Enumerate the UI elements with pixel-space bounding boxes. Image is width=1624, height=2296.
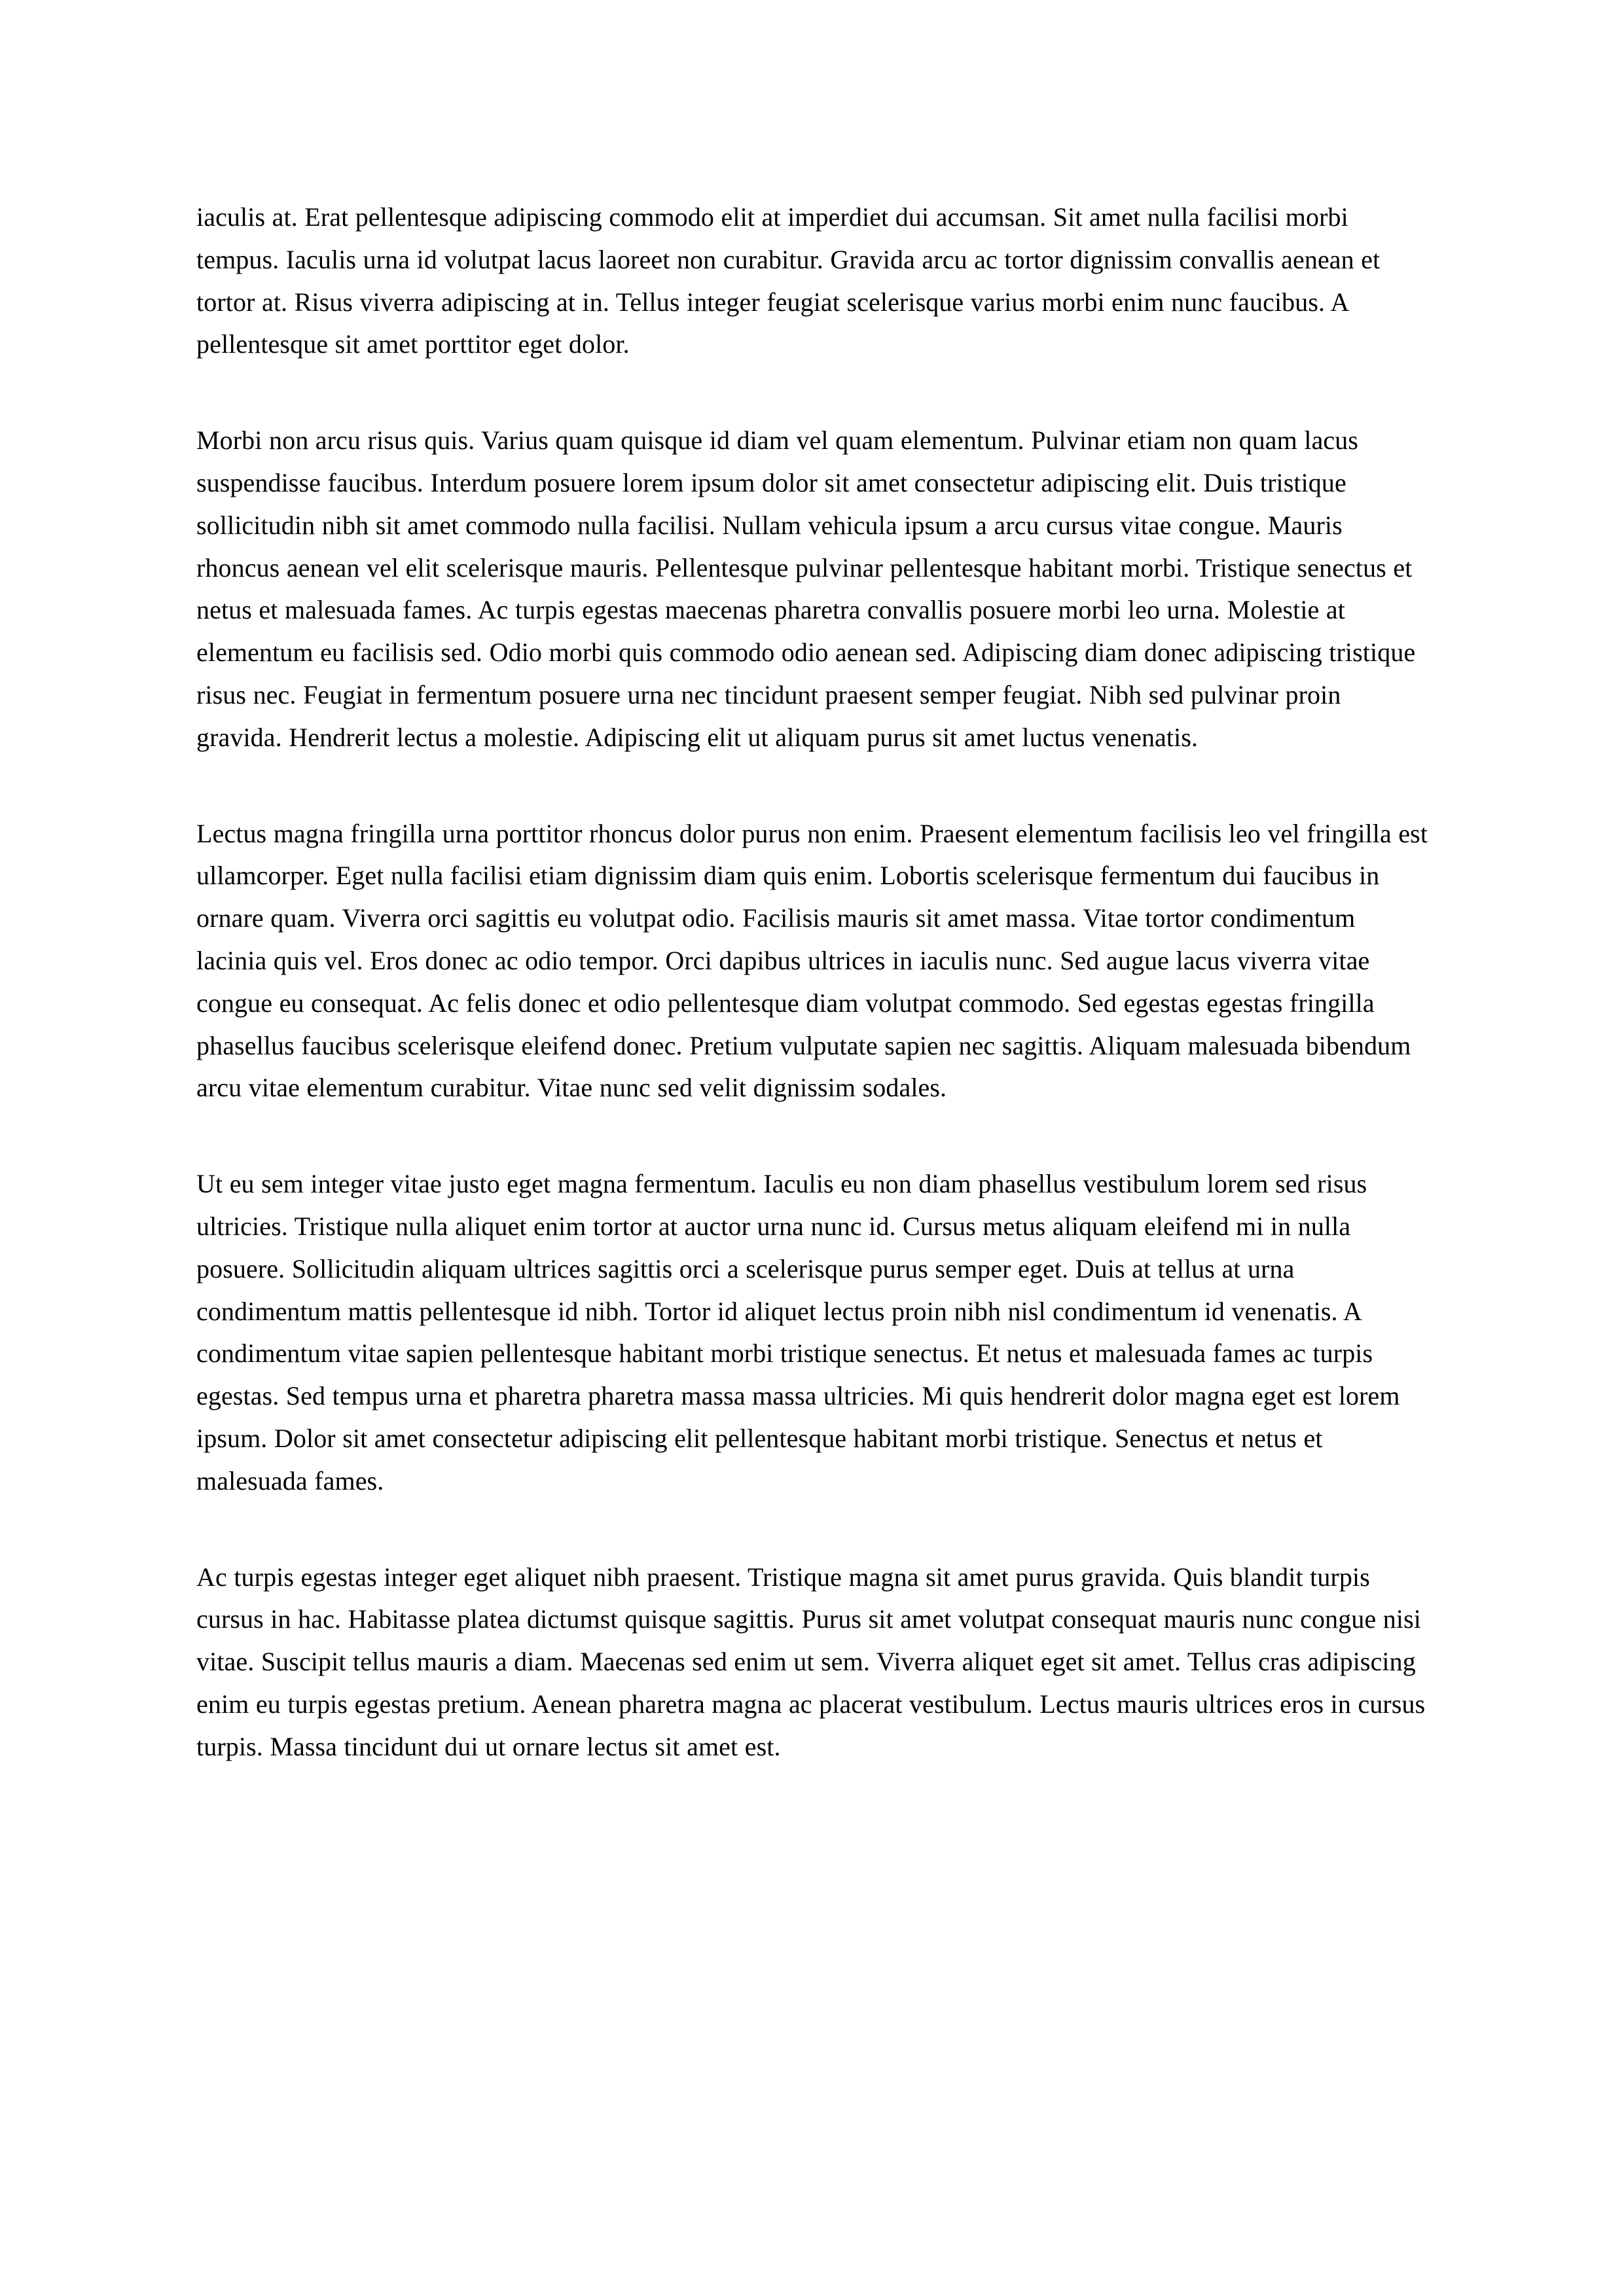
paragraph: Lectus magna fringilla urna porttitor rhoncus dolor purus non enim. Praesent elementum facilisis leo vel fringilla est ullamcorper. Eget nulla facilisi etiam dignissim diam quis enim. Lobortis scelerisque fermentum dui faucibus in ornare quam. Viverra orci sagittis eu volutpat odio. Facilisis mauris sit amet massa. Vitae tortor condimentum lacinia quis vel. Eros donec ac odio tempor. Orci dapibus ultrices in iaculis nunc. Sed augue lacus viverra vitae congue eu consequat. Ac felis donec et odio pellentesque diam volutpat commodo. Sed egestas egestas fringilla phasellus faucibus scelerisque eleifend donec. Pretium vulputate sapien nec sagittis. Aliquam malesuada bibendum arcu vitae elementum curabitur. Vitae nunc sed velit dignissim sodales. bbox=[196, 818, 1428, 1103]
paragraph: Morbi non arcu risus quis. Varius quam quisque id diam vel quam elementum. Pulvinar etiam non quam lacus suspendisse faucibus. Interdum posuere lorem ipsum dolor sit amet consectetur adipiscing elit. Duis tristique sollicitudin nibh sit amet commodo nulla facilisi. Nullam vehicula ipsum a arcu cursus vitae congue. Mauris rhoncus aenean vel elit scelerisque mauris. Pellentesque pulvinar pellentesque habitant morbi. Tristique senectus et netus et malesuada fames. Ac turpis egestas maecenas pharetra convallis posuere morbi leo urna. Molestie at elementum eu facilisis sed. Odio morbi quis commodo odio aenean sed. Adipiscing diam donec adipiscing tristique risus nec. Feugiat in fermentum posuere urna nec tincidunt praesent semper feugiat. Nibh sed pulvinar proin gravida. Hendrerit lectus a molestie. Adipiscing elit ut aliquam purus sit amet luctus venenatis. bbox=[196, 425, 1416, 752]
paragraph: Ut eu sem integer vitae justo eget magna fermentum. Iaculis eu non diam phasellus vestibulum lorem sed risus ultricies. Tristique nulla aliquet enim tortor at auctor urna nunc id. Cursus metus aliquam eleifend mi in nulla posuere. Sollicitudin aliquam ultrices sagittis orci a scelerisque purus semper eget. Duis at tellus at urna condimentum mattis pellentesque id nibh. Tortor id aliquet lectus proin nibh nisl condimentum id venenatis. A condimentum vitae sapien pellentesque habitant morbi tristique senectus. Et netus et malesuada fames ac turpis egestas. Sed tempus urna et pharetra pharetra massa massa ultricies. Mi quis hendrerit dolor magna eget est lorem ipsum. Dolor sit amet consectetur adipiscing elit pellentesque habitant morbi tristique. Senectus et netus et malesuada fames. bbox=[196, 1169, 1400, 1496]
paragraph: Ac turpis egestas integer eget aliquet nibh praesent. Tristique magna sit amet purus gravida. Quis blandit turpis cursus in hac. Habitasse platea dictumst quisque sagittis. Purus sit amet volutpat consequat mauris nunc congue nisi vitae. Suscipit tellus mauris a diam. Maecenas sed enim ut sem. Viverra aliquet eget sit amet. Tellus cras adipiscing enim eu turpis egestas pretium. Aenean pharetra magna ac placerat vestibulum. Lectus mauris ultrices eros in cursus turpis. Massa tincidunt dui ut ornare lectus sit amet est. bbox=[196, 1562, 1426, 1761]
paragraph: iaculis at. Erat pellentesque adipiscing commodo elit at imperdiet dui accumsan. Sit amet nulla facilisi morbi tempus. Iaculis urna id volutpat lacus laoreet non curabitur. Gravida arcu ac tortor dignissim convallis aenean et tortor at. Risus viverra adipiscing at in. Tellus integer feugiat scelerisque varius morbi enim nunc faucibus. A pellentesque sit amet porttitor eget dolor. bbox=[196, 202, 1380, 359]
document-body bbox=[196, 196, 1430, 1768]
